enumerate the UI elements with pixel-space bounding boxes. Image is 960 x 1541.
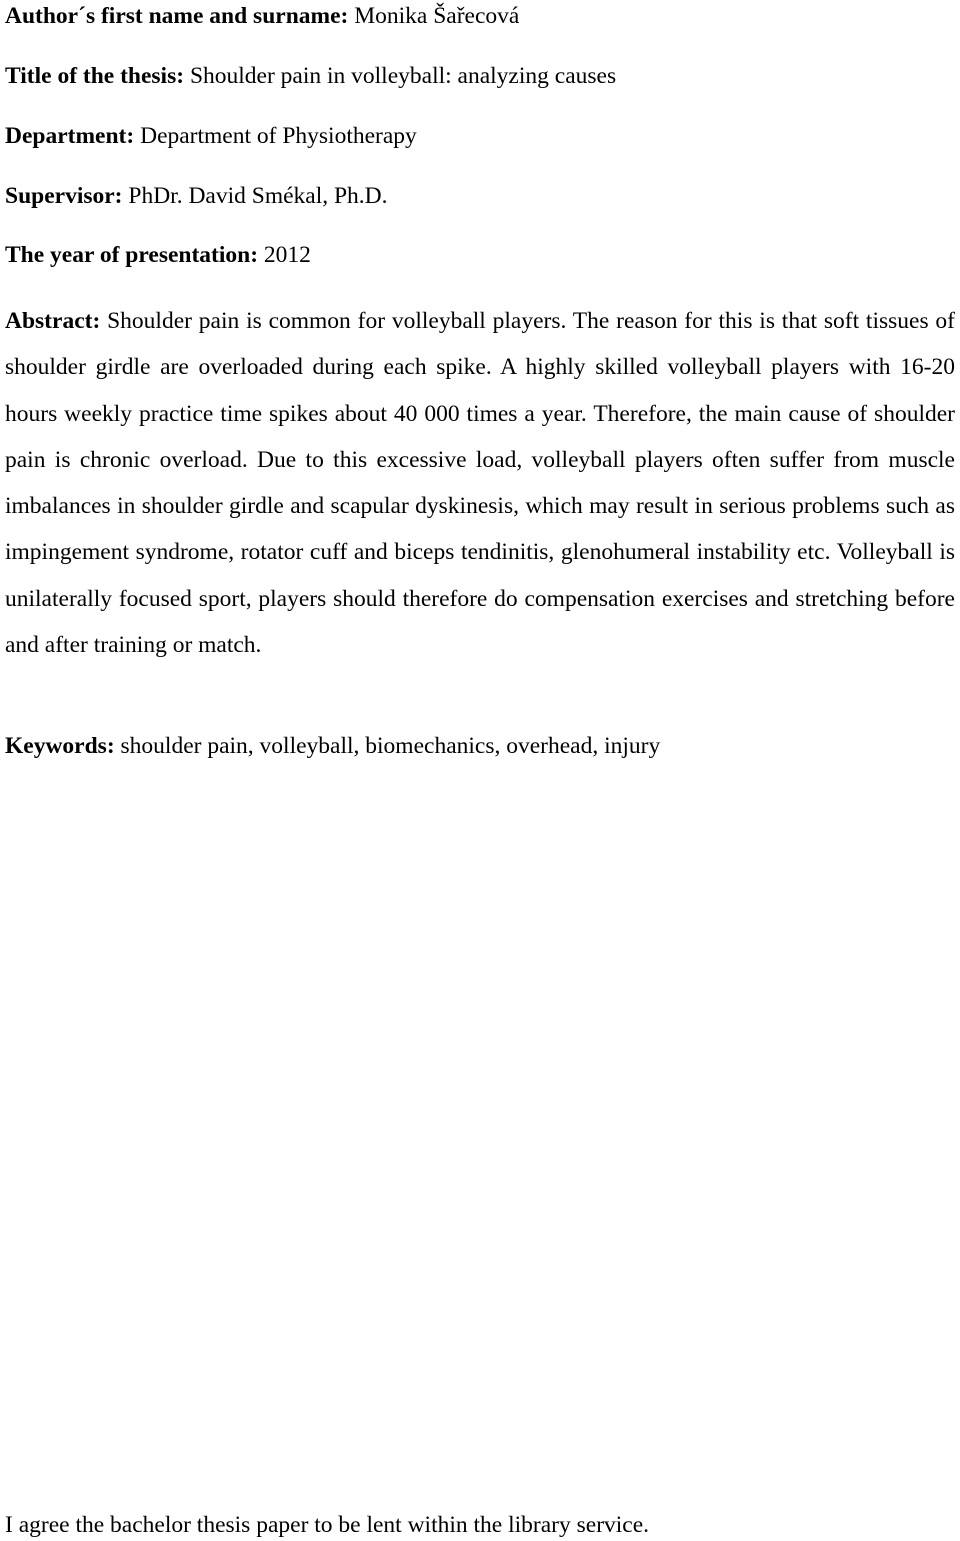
author-value: Monika Šařecová [354,3,520,29]
supervisor-field [5,182,388,210]
year-field [5,241,311,269]
keywords-value: shoulder pain, volleyball, biomechanics, overhead, injury [120,733,661,759]
abstract-paragraph [5,298,955,668]
supervisor-label: Supervisor: [5,183,123,209]
department-label: Department: [5,123,135,149]
department-value: Department of Physiotherapy [140,123,417,149]
author-label: Author´s first name and surname: [5,3,349,29]
author-field [5,2,519,30]
abstract-text: Shoulder pain is common for volleyball players. The reason for this is that soft tissues of shoulder girdle are overloaded during each spike. A highly skilled volleyball players with 16-20 hours weekly practice time spikes about 40 000 times a year. Therefore, the main cause of shoulder pain is chronic overload. Due to this excessive load, volleyball players often suffer from muscle imbalances in shoulder girdle and scapular dyskinesis, which may result in serious problems such as impingement syndrome, rotator cuff and biceps tendinitis, glenohumeral instability etc. Volleyball is unilaterally focused sport, players should therefore do compensation exercises and stretching before and after training or match. [5,308,955,659]
title-field [5,62,616,90]
keywords-field [5,732,660,760]
abstract-label: Abstract: [5,308,101,334]
year-value: 2012 [263,242,311,268]
title-value: Shoulder pain in volleyball: analyzing causes [189,63,617,89]
supervisor-value: PhDr. David Smékal, Ph.D. [128,183,388,209]
year-label: The year of presentation: [5,242,259,268]
title-label: Title of the thesis: [5,63,185,89]
library-agreement: I agree the bachelor thesis paper to be lent within the library service. [5,1512,650,1538]
department-field [5,122,417,150]
keywords-label: Keywords: [5,733,115,759]
